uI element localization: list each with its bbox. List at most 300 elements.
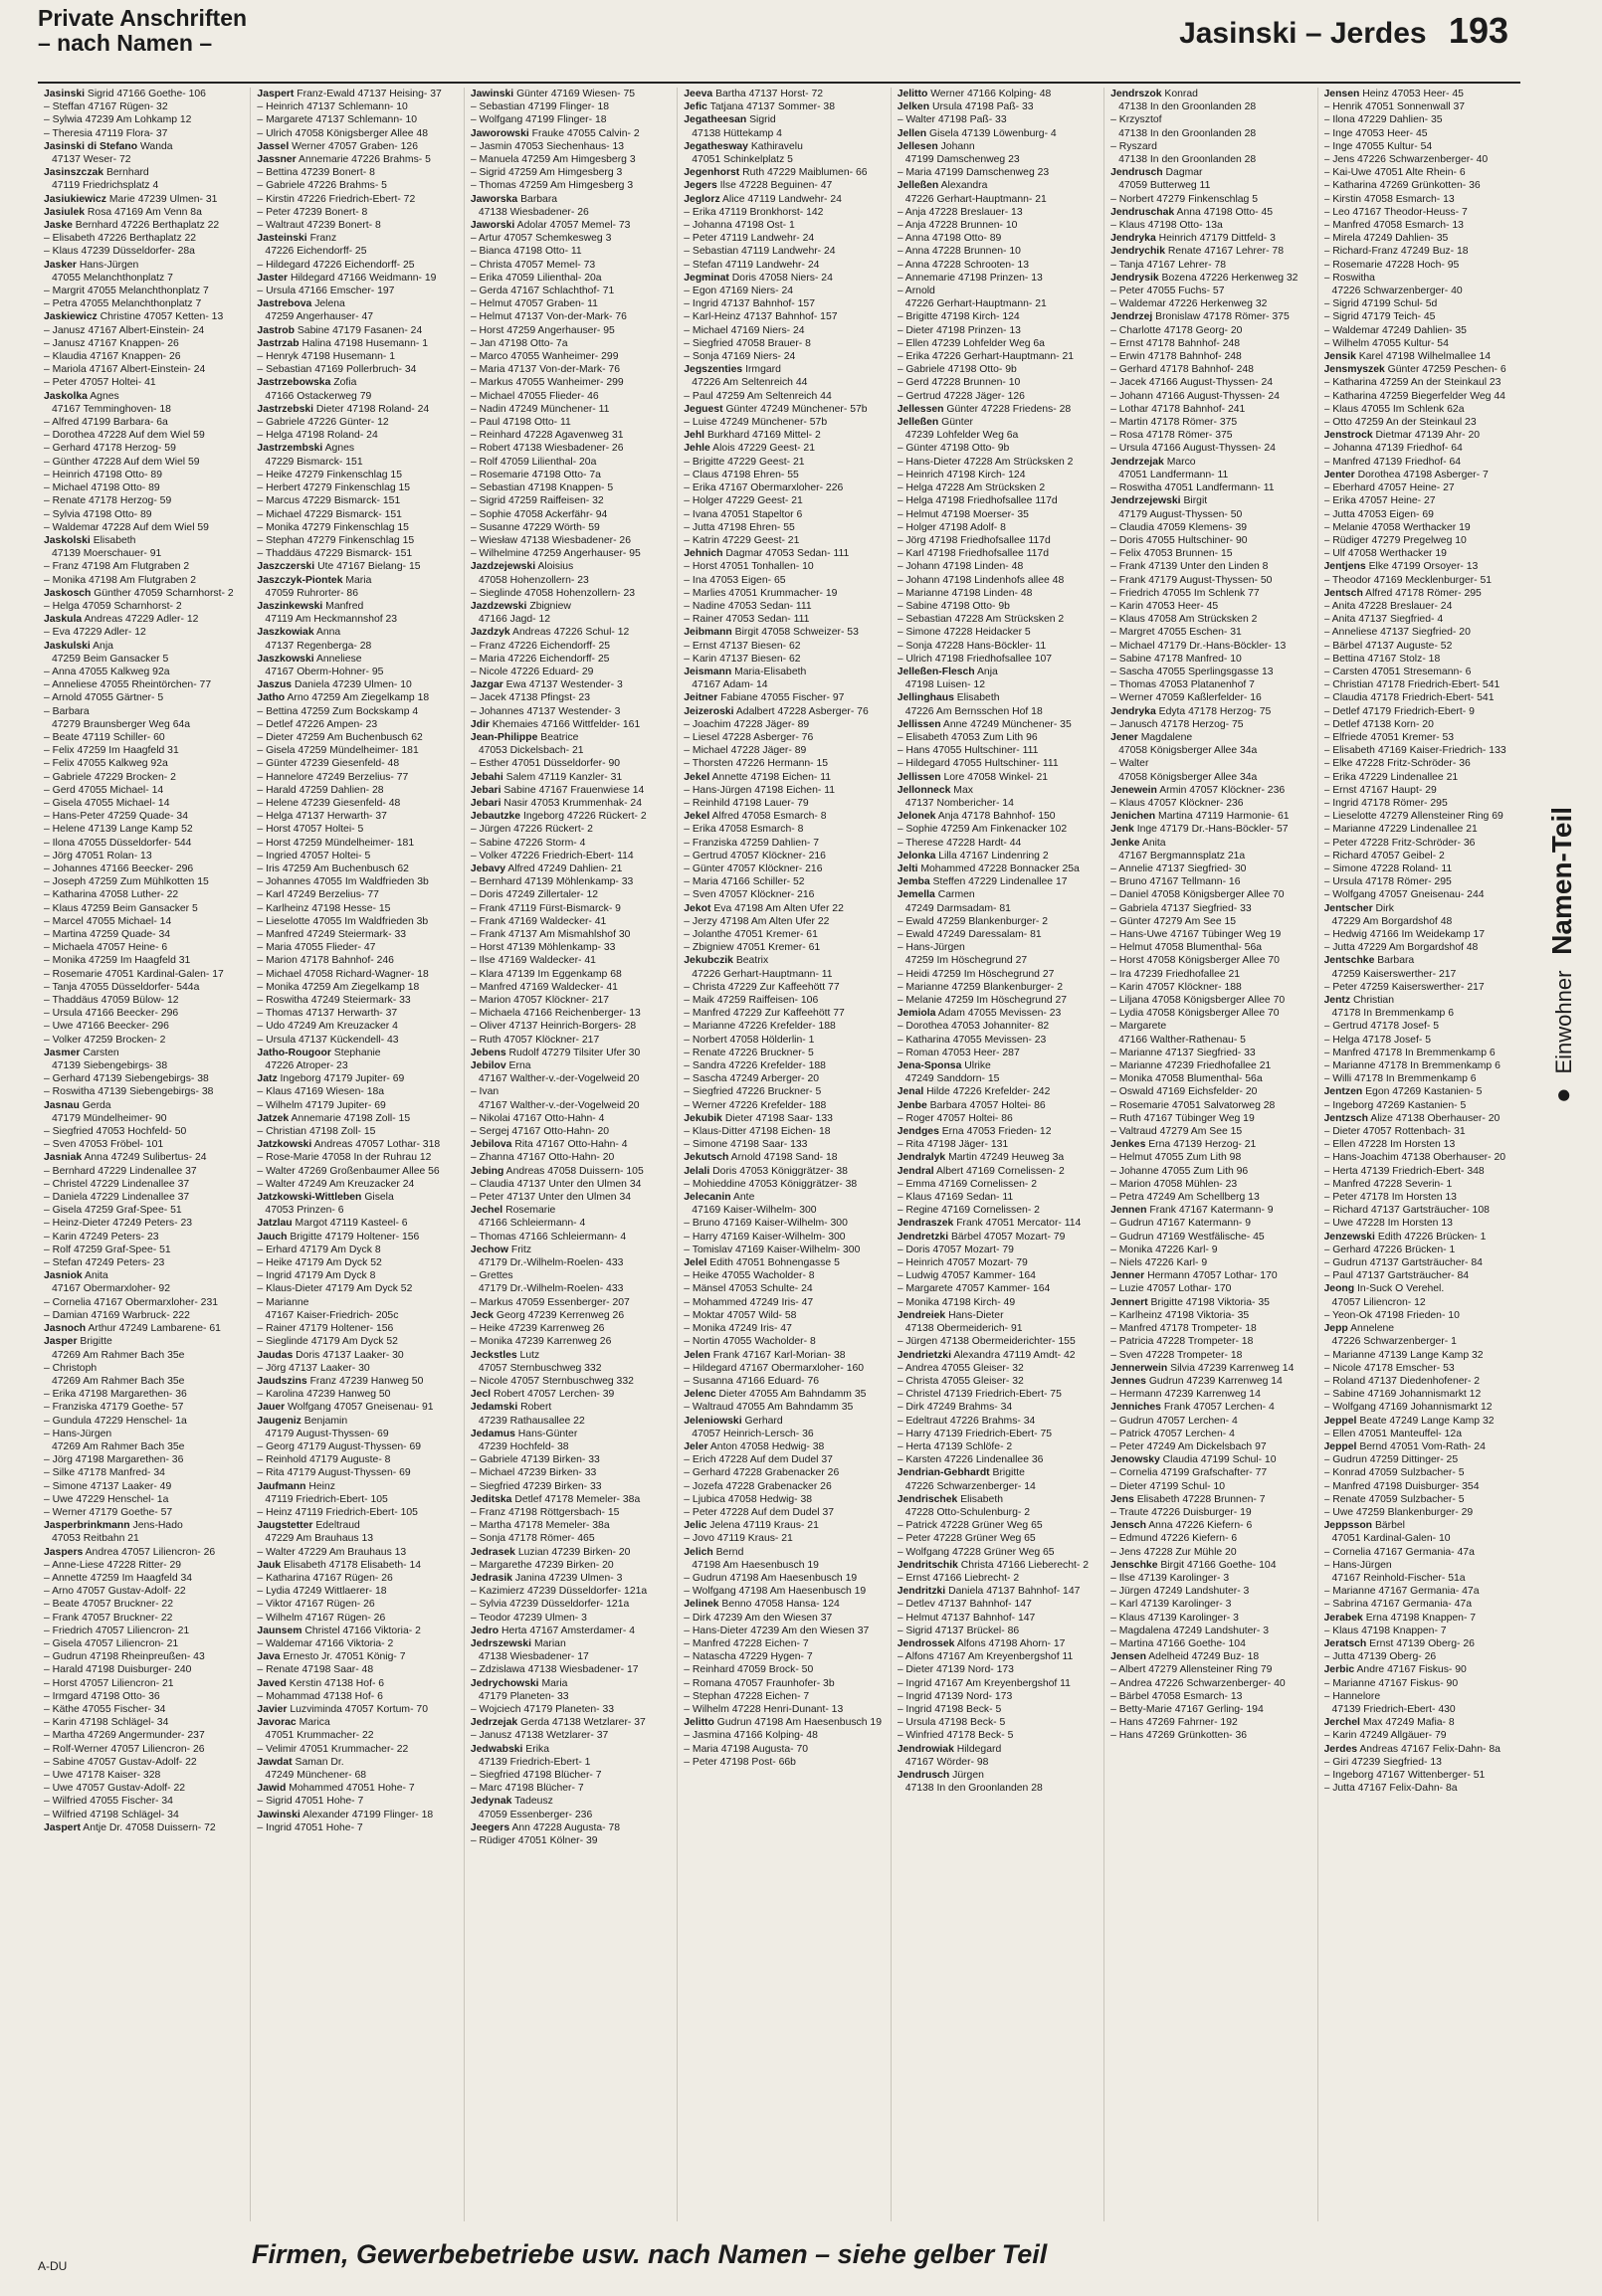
directory-entry	[1324, 1453, 1524, 1466]
entry-details: – Brigitte 47198 Kirch- 124	[897, 311, 1020, 323]
directory-entry	[1110, 1125, 1310, 1138]
entry-details: In-Suck O Verehel.	[1357, 1283, 1445, 1295]
directory-entry	[1324, 140, 1524, 153]
directory-entry	[898, 259, 1098, 272]
entry-details: Bernd	[715, 1546, 744, 1558]
entry-details: – Bruno 47169 Kaiser-Wilhelm- 300	[684, 1218, 848, 1230]
entry-details: – Annelie 47137 Siegfried- 30	[1110, 862, 1247, 874]
entry-surname: Jaufmann	[257, 1480, 306, 1492]
entry-details: 47167 Adam- 14	[692, 679, 768, 691]
directory-entry	[471, 731, 671, 744]
directory-entry	[471, 994, 671, 1007]
entry-details: – Peter 47057 Holtei- 41	[44, 377, 156, 389]
entry-details: – Tanja 47055 Düsseldorfer- 544a	[44, 981, 200, 993]
entry-details: 47279 Braunsberger Weg 64a	[52, 718, 191, 730]
entry-details: Anja	[93, 640, 113, 652]
entry-details: – Detlef 47179 Friedrich-Ebert- 9	[1323, 705, 1475, 717]
directory-entry	[44, 968, 244, 981]
entry-surname: Jasiukiewicz	[44, 193, 106, 205]
directory-entry	[898, 1388, 1098, 1401]
directory-entry	[898, 1047, 1098, 1059]
entry-details: – Uwe 47229 Henschel- 1a	[44, 1493, 169, 1505]
entry-details: 47059 Essenberger- 236	[478, 1809, 593, 1820]
entry-details: – Renate 47226 Bruckner- 5	[684, 1047, 814, 1058]
directory-entry	[898, 1072, 1098, 1085]
entry-details: – Kai-Uwe 47051 Alte Rhein- 6	[1323, 167, 1466, 179]
directory-entry	[1110, 1703, 1310, 1716]
directory-entry	[1324, 888, 1524, 901]
directory-entry	[684, 1506, 884, 1519]
entry-details: – Katharina 47058 Luther- 22	[44, 889, 179, 901]
entry-details: – Gerhard 47178 Bahnhof- 248	[1110, 364, 1254, 376]
entry-surname: Jeibmann	[684, 627, 732, 639]
entry-details: – Jens 47226 Schwarzenberger- 40	[1323, 154, 1489, 166]
entry-details: Dagmar 47053 Sedan- 111	[725, 548, 850, 560]
entry-details: – Margret 47055 Eschen- 31	[1110, 627, 1242, 639]
directory-entry	[471, 1231, 671, 1244]
entry-details: 47138 In den Groonlanden 28	[1118, 101, 1257, 113]
directory-entry	[44, 376, 244, 389]
entry-details: – Velimir 47051 Krummacher- 22	[257, 1743, 409, 1755]
entry-details: – Marcus 47229 Bismarck- 151	[257, 495, 401, 507]
directory-entry	[1110, 981, 1310, 994]
entry-details: – Anna 47228 Brunnen- 10	[897, 246, 1021, 258]
entry-details: 47169 Kaiser-Wilhelm- 300	[692, 1205, 817, 1217]
directory-entry	[44, 823, 244, 836]
directory-entry	[1324, 363, 1524, 376]
entry-details: Heinz	[308, 1480, 335, 1492]
directory-entry	[471, 928, 671, 941]
directory-entry	[1110, 837, 1310, 850]
entry-details: – Karin 47249 Allgäuer- 79	[1323, 1730, 1447, 1742]
entry-details: Saman Dr.	[295, 1756, 344, 1768]
entry-details: – Claudia 47178 Friedrich-Ebert- 541	[1323, 692, 1495, 704]
entry-surname: Jener	[1110, 731, 1138, 743]
directory-entry	[898, 1007, 1098, 1020]
entry-details: 47229 Am Brauhaus 13	[265, 1533, 374, 1545]
entry-surname: Jekot	[684, 902, 711, 914]
entry-details: 47166 Schleiermann- 4	[478, 1218, 586, 1230]
entry-surname: Jeizeroski	[684, 705, 734, 717]
directory-entry	[1110, 416, 1310, 429]
entry-details: Jelena 47119 Kraus- 21	[709, 1520, 819, 1532]
directory-entry	[44, 1007, 244, 1020]
directory-entry	[898, 88, 1098, 100]
entry-details: – Therese 47228 Hardt- 44	[897, 837, 1022, 849]
directory-entry	[684, 560, 884, 573]
entry-details: – Sebastian 47169 Pollerbruch- 34	[257, 364, 417, 376]
directory-entry	[471, 915, 671, 928]
directory-entry	[1324, 232, 1524, 245]
directory-entry	[684, 1296, 884, 1309]
entry-details: 47139 Friedrich-Ebert- 1	[478, 1756, 591, 1768]
entry-details: – Klaus 47169 Wiesen- 18a	[257, 1086, 385, 1098]
entry-details: – Inge 47053 Heer- 45	[1323, 127, 1428, 139]
entry-details: – Jutta 47053 Eigen- 69	[1323, 508, 1434, 520]
entry-details: – Giri 47239 Siegfried- 13	[1323, 1756, 1442, 1768]
directory-entry	[1110, 88, 1310, 100]
directory-entry	[1110, 1428, 1310, 1440]
entry-details: 47167 Bergmannsplatz 21a	[1118, 850, 1246, 861]
entry-details: Rosemarie	[505, 1205, 556, 1217]
entry-details: – Thomas 47166 Schleiermann- 4	[470, 1231, 627, 1243]
entry-details: Marian	[533, 1637, 566, 1649]
entry-details: 47167 Reinhold-Fischer- 51a	[1331, 1572, 1466, 1584]
entry-details: Hildegard 47166 Weidmann- 19	[290, 272, 437, 284]
entry-details: – Walter	[1110, 758, 1149, 770]
entry-details: – Marianne 47167 Fiskus- 90	[1323, 1677, 1459, 1689]
directory-entry	[471, 1703, 671, 1716]
directory-entry	[1110, 1572, 1310, 1585]
directory-entry	[257, 403, 457, 416]
directory-entry	[684, 285, 884, 297]
entry-details: – Beate 47119 Schiller- 60	[44, 731, 165, 743]
directory-entry	[684, 837, 884, 850]
directory-entry	[898, 416, 1098, 429]
entry-details: Erna 47198 Knappen- 7	[1365, 1612, 1477, 1624]
directory-entry	[257, 1099, 457, 1112]
entry-details: – Susanne 47229 Wörth- 59	[470, 521, 600, 533]
entry-details: – Janusz 47167 Knappen- 26	[44, 337, 179, 349]
directory-entry	[44, 1099, 244, 1112]
entry-details: – Christel 47229 Lindenallee 37	[44, 1178, 190, 1190]
entry-details: 47167 Wörder- 98	[904, 1756, 989, 1768]
entry-surname: Jaudszins	[257, 1375, 307, 1387]
directory-entry	[684, 1625, 884, 1637]
directory-entry	[898, 324, 1098, 337]
entry-surname: Jelonka	[897, 850, 936, 861]
entry-details: – Manfred 47058 Esmarch- 13	[1323, 220, 1464, 232]
entry-details: Alfred 47249 Dahlien- 21	[507, 862, 623, 874]
entry-surname: Jeglorz	[684, 193, 720, 205]
entry-details: – Gabriele 47229 Brocken- 2	[44, 771, 176, 783]
entry-details: Konrad	[1164, 89, 1198, 99]
directory-entry	[1324, 1743, 1524, 1756]
directory-entry	[1110, 1047, 1310, 1059]
directory-entry	[44, 1047, 244, 1059]
directory-entry	[898, 902, 1098, 915]
entry-details: – Ernst 47167 Haupt- 29	[1323, 784, 1437, 796]
entry-details: – Mänsel 47053 Schulte- 24	[684, 1283, 813, 1295]
entry-details: – Sigrid 47259 Am Himgesberg 3	[470, 167, 623, 179]
directory-entry	[257, 1453, 457, 1466]
directory-entry	[257, 600, 457, 613]
directory-entry	[471, 1204, 671, 1217]
entry-details: – Sigrid 47199 Schul- 5d	[1323, 298, 1438, 310]
directory-entry	[257, 678, 457, 691]
directory-entry	[898, 166, 1098, 179]
side-tab-line1: Einwohner	[1551, 970, 1576, 1074]
entry-details: – Karin 47198 Schlägel- 34	[44, 1717, 169, 1729]
entry-surname: Jendrietzki	[897, 1349, 951, 1361]
entry-details: – Sigrid 47179 Teich- 45	[1323, 311, 1436, 323]
footer-note: Firmen, Gewerbebetriebe usw. nach Namen – siehe gelber Teil	[252, 2239, 1048, 2269]
entry-surname: Jazdzewski	[470, 600, 527, 612]
entry-details: Agnes	[90, 390, 119, 402]
directory-entry	[44, 626, 244, 639]
directory-entry	[44, 850, 244, 862]
entry-details: – Erika 47229 Lindenallee 21	[1323, 771, 1459, 783]
entry-details: Birgit	[1183, 495, 1208, 507]
entry-details: 47179 Planeten- 33	[478, 1690, 569, 1702]
directory-entry	[44, 810, 244, 823]
entry-details: – Nicole 47226 Eduard- 29	[470, 666, 594, 677]
entry-details: 47057 Heinrich-Lersch- 36	[692, 1428, 814, 1439]
entry-surname: Jatho-Rougoor	[257, 1047, 331, 1058]
entry-details: – Janusz 47138 Wetzlarer- 37	[470, 1730, 609, 1742]
entry-surname: Jenk	[1110, 824, 1134, 836]
directory-entry	[684, 1559, 884, 1572]
entry-surname: Jeitner	[684, 692, 718, 704]
directory-entry	[1110, 1282, 1310, 1295]
entry-details: Tadeusz	[514, 1796, 553, 1808]
entry-details: 47226 Schwarzenberger- 40	[1331, 286, 1463, 297]
entry-details: – Hannelore 47249 Berzelius- 77	[257, 771, 409, 783]
entry-details: – Lydia 47058 Königsberger Allee 70	[1110, 1008, 1280, 1020]
entry-details: Anita	[85, 1270, 108, 1282]
directory-entry	[1324, 297, 1524, 310]
entry-details: – Maria 47199 Damschenweg 23	[897, 167, 1050, 179]
directory-entry	[471, 1047, 671, 1059]
directory-entry	[898, 1572, 1098, 1585]
entry-details: Arthur 47249 Lambarene- 61	[88, 1323, 221, 1335]
directory-entry	[684, 88, 884, 100]
entry-details: Hilde 47226 Krefelder- 242	[926, 1086, 1051, 1098]
entry-details: – Nicole 47178 Emscher- 53	[1323, 1362, 1455, 1374]
entry-details: 47239 Lohfelder Weg 6a	[904, 430, 1019, 442]
directory-entry	[1110, 875, 1310, 888]
directory-entry	[44, 1480, 244, 1493]
entry-surname: Jazdzejewski	[470, 561, 536, 573]
entry-details: Günter 47169 Wiesen- 75	[516, 89, 636, 99]
entry-details: 47249 Sanddorn- 15	[904, 1073, 1000, 1085]
directory-entry	[1324, 219, 1524, 232]
directory-entry	[44, 875, 244, 888]
entry-details: – Paul 47137 Gartsträucher- 84	[1323, 1270, 1470, 1282]
directory-entry	[684, 888, 884, 901]
directory-entry	[1110, 1559, 1310, 1572]
directory-entry	[1110, 1493, 1310, 1506]
entry-details: – Winfried 47178 Beck- 5	[897, 1730, 1014, 1742]
entry-details: 47226 Schwarzenberger- 14	[904, 1480, 1036, 1492]
directory-entry	[898, 1349, 1098, 1362]
entry-details: – Hildegard 47226 Eichendorff- 25	[257, 259, 415, 271]
entry-details: – Johann 47198 Linden- 48	[897, 561, 1024, 573]
directory-entry	[44, 1138, 244, 1151]
entry-surname: Jaugeniz	[257, 1415, 301, 1427]
directory-entry	[1324, 640, 1524, 653]
directory-entry	[44, 469, 244, 481]
directory-entry	[44, 653, 244, 666]
entry-details: – Egon 47169 Niers- 24	[684, 286, 794, 297]
entry-details: Erika	[525, 1743, 549, 1755]
entry-details: – Rolf-Werner 47057 Liliencron- 26	[44, 1743, 205, 1755]
entry-details: Lutz	[519, 1349, 540, 1361]
directory-entry	[1324, 1546, 1524, 1559]
directory-entry	[471, 456, 671, 469]
directory-entry	[898, 1650, 1098, 1663]
directory-entry	[1324, 691, 1524, 704]
directory-entry	[257, 653, 457, 666]
entry-surname: Jelel	[684, 1257, 707, 1269]
directory-entry	[1324, 245, 1524, 258]
directory-entry	[898, 1296, 1098, 1309]
entry-details: – Sabine 47169 Johannismarkt 12	[1323, 1389, 1482, 1401]
directory-entry	[44, 310, 244, 323]
entry-details: Detlef 47178 Memeler- 38a	[514, 1493, 641, 1505]
entry-details: – Herbert 47279 Finkenschlag 15	[257, 482, 411, 494]
directory-entry	[471, 193, 671, 206]
entry-surname: Jehl	[684, 430, 705, 442]
directory-entry	[898, 1415, 1098, 1428]
directory-entry	[898, 547, 1098, 560]
entry-details: Brigitte	[80, 1336, 112, 1348]
directory-entry	[1110, 862, 1310, 875]
directory-entry	[1110, 127, 1310, 140]
directory-entry	[898, 587, 1098, 600]
entry-details: – Joachim 47228 Jäger- 89	[684, 718, 810, 730]
entry-details: – Heinrich 47057 Mozart- 79	[897, 1257, 1028, 1269]
entry-details: Ingeborg 47179 Jupiter- 69	[280, 1073, 405, 1085]
directory-entry	[471, 297, 671, 310]
directory-entry	[44, 1453, 244, 1466]
directory-entry	[44, 1217, 244, 1230]
entry-details: – Gertrud 47228 Jäger- 126	[897, 390, 1025, 402]
directory-entry	[1324, 810, 1524, 823]
entry-details: – Albert 47279 Allensteiner Ring 79	[1110, 1664, 1273, 1676]
entry-details: – Uwe 47178 Kaiser- 328	[44, 1770, 161, 1781]
entry-details: – Rosemarie 47198 Otto- 7a	[470, 469, 601, 480]
directory-entry	[684, 1165, 884, 1178]
directory-entry	[1110, 613, 1310, 626]
directory-entry	[257, 1769, 457, 1782]
directory-entry	[898, 1165, 1098, 1178]
entry-details: – Ellen 47051 Manteuffel- 12a	[1323, 1428, 1462, 1439]
directory-entry	[44, 219, 244, 232]
entry-details: Hans-Günter	[517, 1428, 578, 1439]
entry-details: – Claudia 47059 Klemens- 39	[1110, 521, 1248, 533]
entry-details: Dieter 47198 Roland- 24	[315, 403, 430, 415]
directory-entry	[684, 1388, 884, 1401]
directory-entry	[898, 1309, 1098, 1322]
entry-surname: Jegminat	[684, 272, 729, 284]
entry-details: – Zbigniew 47051 Kremer- 61	[684, 942, 821, 954]
directory-entry	[1324, 560, 1524, 573]
directory-entry	[44, 915, 244, 928]
entry-details: – Käthe 47055 Fischer- 34	[44, 1703, 166, 1715]
directory-entry	[471, 626, 671, 639]
entry-details: – Martina 47166 Goethe- 104	[1110, 1637, 1246, 1649]
entry-surname: Jasniak	[44, 1152, 83, 1164]
entry-details: Werner 47166 Kolping- 48	[930, 89, 1052, 99]
directory-entry	[1324, 797, 1524, 810]
entry-details: – Ira 47239 Friedhofallee 21	[1110, 968, 1241, 980]
entry-details: Günter 47249 Münchener- 57b	[725, 403, 868, 415]
entry-surname: Javier	[257, 1703, 288, 1715]
entry-details: Claudia 47199 Schul- 10	[1162, 1454, 1277, 1466]
entry-details: – Thaddäus 47059 Bülow- 12	[44, 995, 179, 1007]
entry-details: 47259 Angerhauser- 47	[265, 311, 374, 323]
directory-entry	[471, 403, 671, 416]
entry-details: – Felix 47259 Im Haagfeld 31	[44, 745, 179, 757]
directory-entry	[44, 1151, 244, 1164]
directory-entry	[257, 166, 457, 179]
entry-details: – Elisabeth 47169 Kaiser-Friedrich- 133	[1323, 745, 1506, 757]
entry-details: – Peter 47239 Bonert- 8	[257, 206, 368, 218]
directory-entry	[471, 1362, 671, 1375]
entry-surname: Jellessen	[897, 403, 944, 415]
entry-details: 47269 Am Rahmer Bach 35e	[52, 1375, 185, 1387]
directory-entry	[1324, 88, 1524, 100]
entry-surname: Jasteinski	[257, 233, 307, 245]
directory-entry	[44, 193, 244, 206]
entry-surname: Jedro	[470, 1625, 500, 1636]
entry-details: – Anna 47055 Kalkweg 92a	[44, 666, 170, 677]
entry-details: – Margarete 47057 Kammer- 164	[897, 1283, 1051, 1295]
directory-entry	[44, 744, 244, 757]
directory-entry	[1110, 678, 1310, 691]
entry-surname: Jedrasek	[470, 1546, 515, 1558]
directory-entry	[898, 1401, 1098, 1414]
entry-details: – Wilhelm 47055 Kultur- 54	[1323, 337, 1449, 349]
entry-details: – Helga 47059 Scharnhorst- 2	[44, 600, 182, 612]
entry-details: Andreas 47167 Felix-Dahn- 8a	[1359, 1743, 1501, 1755]
directory-entry	[44, 941, 244, 954]
page-code: A-DU	[38, 2259, 68, 2273]
directory-entry	[44, 1756, 244, 1769]
entry-details: – Silke 47178 Manfred- 34	[44, 1467, 165, 1479]
directory-entry	[684, 1743, 884, 1756]
entry-details: – Sylwia 47239 Am Lohkamp 12	[44, 114, 192, 126]
directory-entry	[1324, 1269, 1524, 1282]
directory-entry	[1110, 744, 1310, 757]
directory-entry	[257, 259, 457, 272]
entry-details: – Siegfried 47053 Hochfeld- 50	[44, 1126, 187, 1138]
entry-details: – Reinhild 47198 Lauer- 79	[684, 797, 809, 809]
entry-details: – Gerhard 47178 Herzog- 59	[44, 443, 176, 455]
directory-entry	[1324, 456, 1524, 469]
entry-details: – Manfred 47249 Steiermark- 33	[257, 929, 407, 940]
directory-entry	[44, 534, 244, 547]
directory-entry	[471, 1546, 671, 1559]
entry-details: Doris 47137 Laaker- 30	[296, 1349, 404, 1361]
entry-surname: Jendryka	[1110, 705, 1156, 717]
entry-details: – Jürgen 47226 Rückert- 2	[470, 824, 593, 836]
entry-details: – Wilhelm 47167 Rügen- 26	[257, 1612, 386, 1624]
directory-entry	[1110, 1401, 1310, 1414]
directory-entry	[1324, 1756, 1524, 1769]
directory-entry	[1324, 376, 1524, 389]
directory-entry	[257, 1059, 457, 1072]
entry-details: – Waldemar 47166 Viktoria- 2	[257, 1637, 394, 1649]
directory-entry	[1110, 1151, 1310, 1164]
entry-details: – Alfons 47167 Am Kreyenbergshof 11	[897, 1651, 1074, 1663]
entry-surname: Jerdes	[1323, 1743, 1358, 1755]
entry-details: – Wolfgang 47169 Johannismarkt 12	[1323, 1402, 1493, 1414]
entry-details: – Klaus 47198 Knappen- 7	[1323, 1625, 1447, 1636]
directory-entry	[898, 1217, 1098, 1230]
entry-surname: Jensen	[1110, 1651, 1146, 1663]
entry-surname: Jerabek	[1323, 1612, 1363, 1624]
entry-details: – Luise 47249 Münchener- 57b	[684, 417, 828, 429]
entry-details: – Sophie 47259 Am Finkenacker 102	[897, 824, 1068, 836]
entry-details: Adam 47055 Mevissen- 23	[937, 1008, 1062, 1020]
entry-details: – Richard 47137 Gartsträucher- 108	[1323, 1205, 1490, 1217]
entry-details: Andre 47167 Fiskus- 90	[1356, 1664, 1467, 1676]
directory-entry	[257, 1047, 457, 1059]
directory-entry	[1324, 481, 1524, 494]
directory-entry	[1110, 310, 1310, 323]
